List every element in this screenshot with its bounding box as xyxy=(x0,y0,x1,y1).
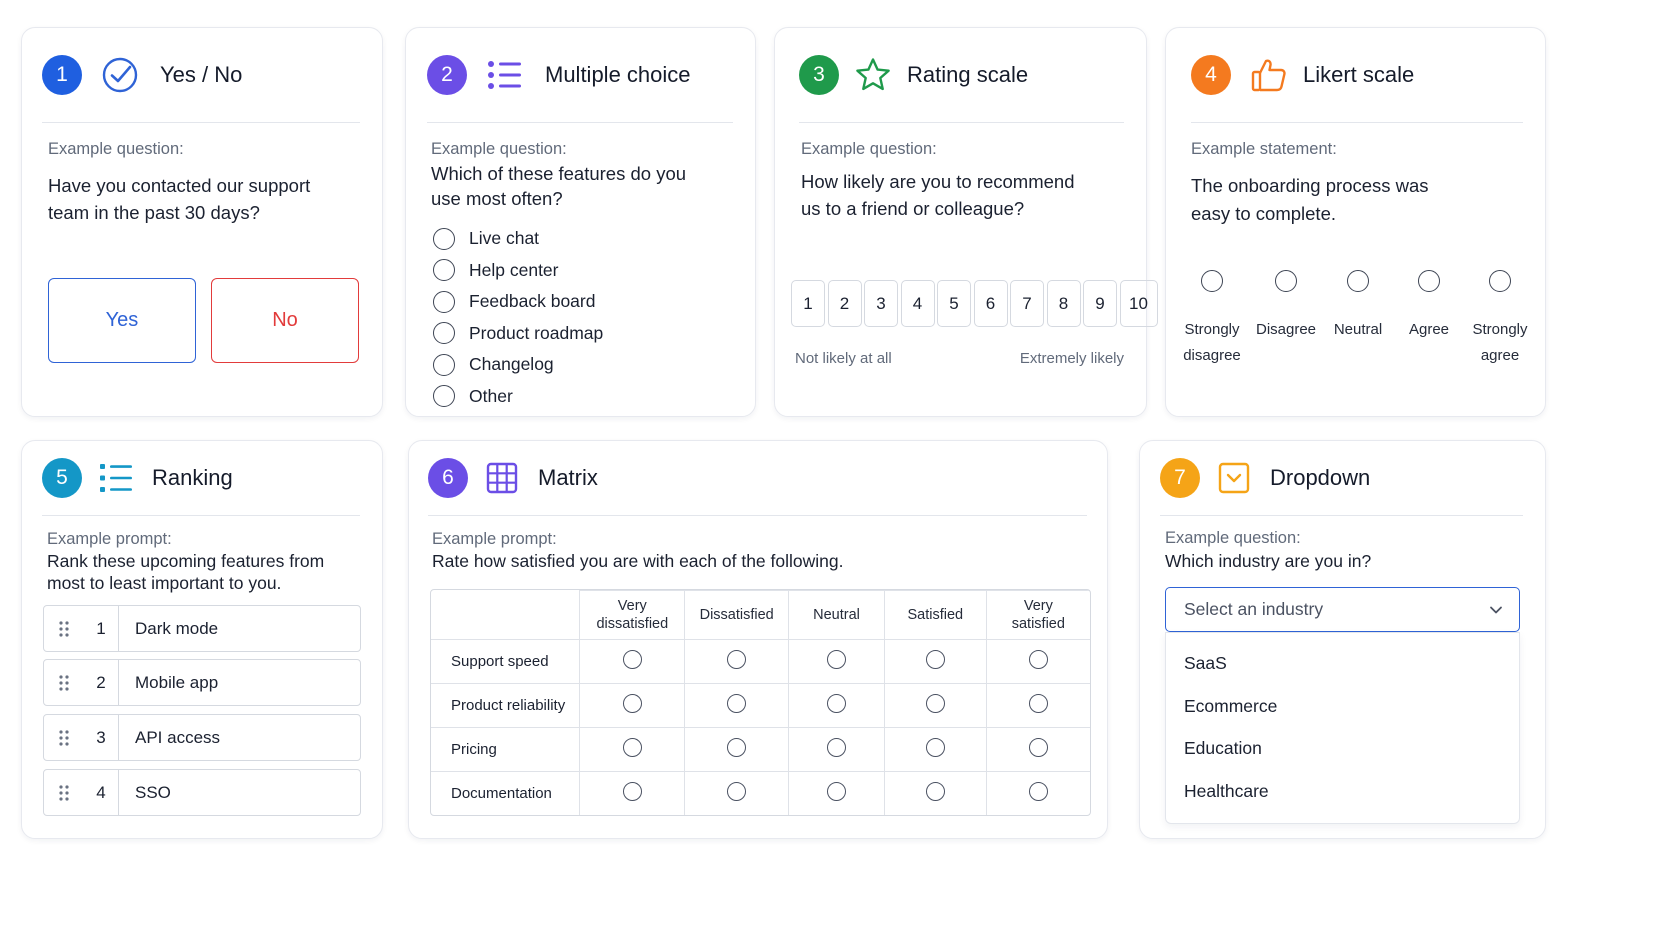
rank-number: 3 xyxy=(96,727,106,747)
rating-option[interactable]: 8 xyxy=(1047,280,1081,327)
yes-button[interactable]: Yes xyxy=(48,278,196,363)
example-label: Example question: xyxy=(801,140,937,158)
dropdown-menu xyxy=(1165,632,1520,824)
radio-button[interactable] xyxy=(433,354,455,376)
card-title: Multiple choice xyxy=(545,62,691,87)
card-title: Yes / No xyxy=(160,62,243,87)
card-dropdown xyxy=(1139,440,1546,839)
likert-option[interactable] xyxy=(1172,270,1252,369)
star-icon xyxy=(853,55,893,95)
option-label: Help center xyxy=(469,259,559,280)
rating-scale xyxy=(791,280,1160,327)
rank-number: 2 xyxy=(96,672,106,692)
example-label: Example prompt: xyxy=(432,530,557,548)
select-placeholder: Select an industry xyxy=(1184,599,1324,619)
matrix-column-header: Neutral xyxy=(789,591,885,640)
rank-label: Mobile app xyxy=(135,672,219,692)
grid-icon xyxy=(482,458,522,498)
rank-label: SSO xyxy=(135,782,171,802)
radio-button[interactable] xyxy=(926,694,945,713)
card-header xyxy=(42,28,360,123)
chevron-down-icon[interactable] xyxy=(1489,601,1503,622)
example-prompt: Rank these upcoming features from most to least important to you. xyxy=(47,551,325,593)
likert-option[interactable] xyxy=(1460,270,1540,369)
likert-label: Strongly agree xyxy=(1472,321,1528,364)
industry-select[interactable] xyxy=(1165,587,1520,632)
radio-button[interactable] xyxy=(827,782,846,801)
card-header xyxy=(42,441,360,516)
matrix-column-header: Very satisfied xyxy=(986,591,1090,640)
rank-label: Dark mode xyxy=(135,618,219,638)
card-ranking xyxy=(21,440,383,839)
radio-button[interactable] xyxy=(623,694,642,713)
card-header xyxy=(427,28,733,123)
scale-high-label: Extremely likely xyxy=(1019,350,1124,367)
radio-button[interactable] xyxy=(827,650,846,669)
example-statement: The onboarding process was easy to complete. xyxy=(1191,175,1429,224)
matrix-row xyxy=(431,684,1090,728)
radio-button[interactable] xyxy=(623,650,642,669)
drag-handle-icon[interactable] xyxy=(44,674,84,692)
radio-button[interactable] xyxy=(727,650,746,669)
scale-low-label: Not likely at all xyxy=(795,350,892,367)
radio-button[interactable] xyxy=(1275,270,1297,292)
radio-button[interactable] xyxy=(623,782,642,801)
radio-button[interactable] xyxy=(1029,738,1048,757)
radio-button[interactable] xyxy=(727,694,746,713)
ranking-item[interactable] xyxy=(43,769,361,816)
step-number-badge: 4 xyxy=(1191,55,1231,95)
rating-option[interactable]: 3 xyxy=(864,280,898,327)
rank-label: API access xyxy=(135,727,221,747)
thumbs-up-icon xyxy=(1249,55,1289,95)
radio-button[interactable] xyxy=(433,322,455,344)
option-item[interactable] xyxy=(433,286,603,318)
card-header xyxy=(1191,28,1523,123)
example-label: Example question: xyxy=(431,140,567,158)
ranking-item[interactable] xyxy=(43,659,361,706)
matrix-column-header: Satisfied xyxy=(884,591,986,640)
example-label: Example prompt: xyxy=(47,530,172,548)
radio-button[interactable] xyxy=(1489,270,1511,292)
card-rating-scale xyxy=(774,27,1147,417)
radio-button[interactable] xyxy=(623,738,642,757)
matrix-row xyxy=(431,772,1090,815)
radio-button[interactable] xyxy=(1347,270,1369,292)
option-item[interactable] xyxy=(433,349,603,381)
radio-button[interactable] xyxy=(433,385,455,407)
card-title: Matrix xyxy=(538,465,598,490)
ranking-item[interactable] xyxy=(43,605,361,652)
ranking-item[interactable] xyxy=(43,714,361,761)
check-circle-icon xyxy=(100,55,140,95)
radio-button[interactable] xyxy=(827,694,846,713)
example-label: Example question: xyxy=(1165,529,1301,547)
ranked-list-icon xyxy=(96,458,136,498)
rank-number: 4 xyxy=(96,782,106,802)
option-label: Other xyxy=(469,385,513,406)
card-title: Likert scale xyxy=(1303,62,1415,87)
step-number-badge: 2 xyxy=(427,55,467,95)
matrix-row xyxy=(431,640,1090,684)
card-yes-no xyxy=(21,27,383,417)
option-item[interactable] xyxy=(433,381,603,413)
card-header xyxy=(428,441,1087,516)
rank-number: 1 xyxy=(96,618,106,638)
matrix-row-label: Product reliability xyxy=(431,684,580,728)
dropdown-option[interactable]: SaaS xyxy=(1184,653,1227,673)
radio-button[interactable] xyxy=(1029,782,1048,801)
example-label: Example question: xyxy=(48,140,184,158)
example-question: Have you contacted our support team in the past 30 days? xyxy=(48,175,311,223)
example-prompt: Rate how satisfied you are with each of the following. xyxy=(432,551,844,571)
radio-button[interactable] xyxy=(1029,694,1048,713)
dropdown-option[interactable]: Ecommerce xyxy=(1184,696,1278,716)
dropdown-icon xyxy=(1214,458,1254,498)
rating-option[interactable]: 7 xyxy=(1010,280,1044,327)
rating-option[interactable]: 10 xyxy=(1120,280,1158,327)
step-number-badge: 7 xyxy=(1160,458,1200,498)
matrix-column-header: Dissatisfied xyxy=(685,591,789,640)
option-label: Live chat xyxy=(469,228,540,249)
radio-button[interactable] xyxy=(827,738,846,757)
rating-option[interactable]: 4 xyxy=(901,280,935,327)
likert-label: Strongly disagree xyxy=(1183,321,1241,364)
likert-label: Disagree xyxy=(1255,321,1317,338)
card-multiple-choice xyxy=(405,27,756,417)
card-title: Rating scale xyxy=(907,62,1029,87)
radio-button[interactable] xyxy=(433,259,455,281)
card-likert-scale xyxy=(1165,27,1546,417)
option-label: Feedback board xyxy=(469,291,596,312)
radio-button[interactable] xyxy=(926,782,945,801)
card-matrix xyxy=(408,440,1108,839)
example-question: Which of these features do you use most often? xyxy=(431,163,687,209)
rating-option[interactable]: 6 xyxy=(974,280,1008,327)
matrix-row xyxy=(431,728,1090,772)
radio-button[interactable] xyxy=(433,291,455,313)
option-item[interactable] xyxy=(433,318,603,350)
option-item[interactable] xyxy=(433,255,603,287)
radio-button[interactable] xyxy=(727,738,746,757)
card-header xyxy=(799,28,1124,123)
example-label: Example statement: xyxy=(1191,140,1337,158)
dropdown-option[interactable]: Education xyxy=(1184,738,1262,758)
likert-label: Neutral xyxy=(1333,321,1383,338)
no-button[interactable]: No xyxy=(211,278,359,363)
option-item[interactable] xyxy=(433,223,603,255)
step-number-badge: 5 xyxy=(42,458,82,498)
radio-button[interactable] xyxy=(926,738,945,757)
likert-option[interactable] xyxy=(1318,270,1398,343)
drag-handle-icon[interactable] xyxy=(44,620,84,638)
step-number-badge: 6 xyxy=(428,458,468,498)
rating-option[interactable]: 9 xyxy=(1083,280,1117,327)
options-list xyxy=(433,223,603,412)
step-number-badge: 1 xyxy=(42,55,82,95)
radio-button[interactable] xyxy=(727,782,746,801)
drag-handle-icon[interactable] xyxy=(44,784,84,802)
rating-option[interactable]: 1 xyxy=(791,280,825,327)
radio-button[interactable] xyxy=(926,650,945,669)
matrix-row-label: Pricing xyxy=(431,728,580,772)
option-label: Product roadmap xyxy=(469,322,604,343)
likert-label: Agree xyxy=(1408,321,1450,338)
likert-option[interactable] xyxy=(1389,270,1469,343)
option-label: Changelog xyxy=(469,354,554,375)
example-question: Which industry are you in? xyxy=(1165,551,1372,571)
rating-option[interactable]: 2 xyxy=(828,280,862,327)
radio-button[interactable] xyxy=(1029,650,1048,669)
radio-button[interactable] xyxy=(1201,270,1223,292)
card-title: Dropdown xyxy=(1270,465,1371,490)
step-number-badge: 3 xyxy=(799,55,839,95)
radio-button[interactable] xyxy=(1418,270,1440,292)
rating-option[interactable]: 5 xyxy=(937,280,971,327)
matrix-table xyxy=(430,589,1091,816)
drag-handle-icon[interactable] xyxy=(44,729,84,747)
card-title: Ranking xyxy=(152,465,233,490)
example-question: How likely are you to recommend us to a friend or colleague? xyxy=(801,171,1075,219)
card-header xyxy=(1160,441,1523,516)
radio-button[interactable] xyxy=(433,228,455,250)
matrix-column-header: Very dissatisfied xyxy=(580,591,685,640)
dropdown-option[interactable]: Healthcare xyxy=(1184,781,1269,801)
matrix-row-label: Support speed xyxy=(431,640,580,684)
list-icon xyxy=(485,55,525,95)
likert-option[interactable] xyxy=(1246,270,1326,343)
matrix-row-label: Documentation xyxy=(431,772,580,815)
